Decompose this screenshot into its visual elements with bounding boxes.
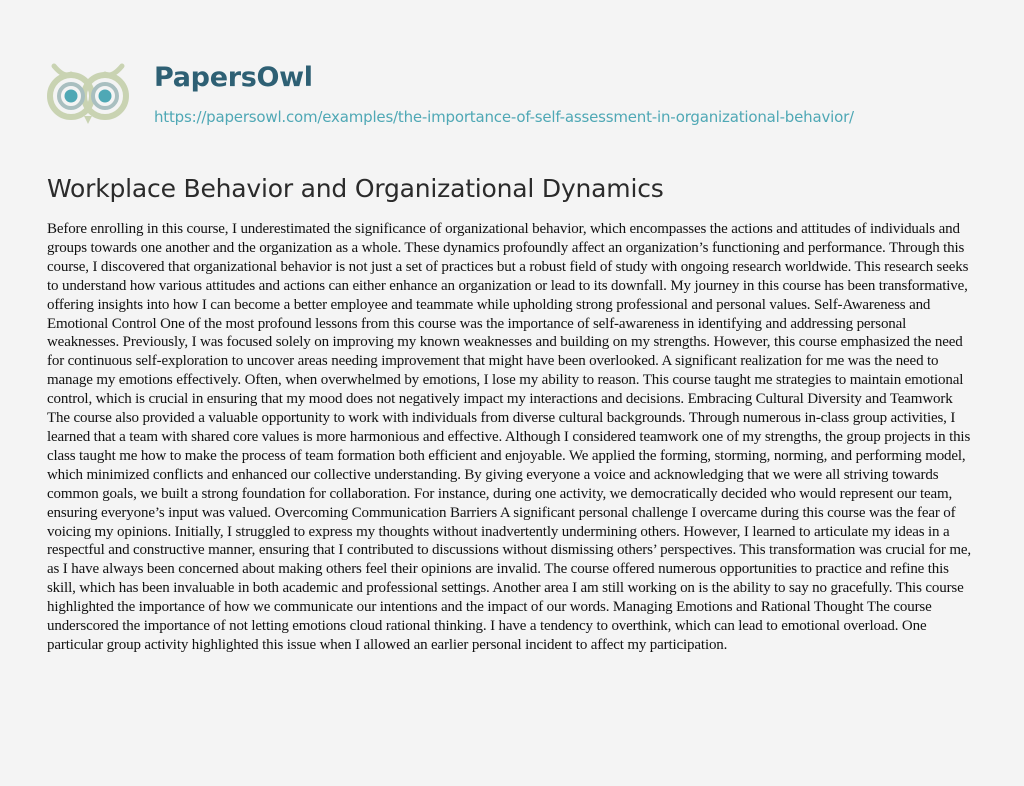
source-url-link[interactable]: https://papersowl.com/examples/the-importance-of-self-assessment-in-organizational-behavior/ bbox=[154, 108, 854, 126]
brand-name[interactable]: PapersOwl bbox=[154, 62, 313, 93]
essay-title: Workplace Behavior and Organizational Dynamics bbox=[47, 174, 664, 203]
essay-body: Before enrolling in this course, I underestimated the significance of organizational behavior, which encompasses the actions and attitudes of individuals and groups towards one another and the organization as a whole. These dynamics profoundly affect an organization’s functioning and performance. Through this course, I discovered that organizational behavior is not just a set of practices but a robust field of study with ongoing research worldwide. This research seeks to understand how various attitudes and actions can either enhance an organization or lead to its downfall. My journey in this course has been transformative, offering insights into how I can become a better employee and teammate while upholding strong professional and personal values. Self-Awareness and Emotional Control One of the most profound lessons from this course was the importance of self-awareness in identifying and addressing personal weaknesses. Previously, I was focused solely on improving my known weaknesses and building on my strengths. However, this course emphasized the need for continuous self-exploration to uncover areas needing improvement that might have been overlooked. A significant realization for me was the need to manage my emotions effectively. Often, when overwhelmed by emotions, I lose my ability to reason. This course taught me strategies to maintain emotional control, which is crucial in ensuring that my mood does not negatively impact my interactions and decisions. Embracing Cultural Diversity and Teamwork The course also provided a valuable opportunity to work with individuals from diverse cultural backgrounds. Through numerous in-class group activities, I learned that a team with shared core values is more harmonious and effective. Although I considered teamwork one of my strengths, the group projects in this class taught me how to make the process of team formation both efficient and enjoyable. We applied the forming, storming, norming, and performing model, which minimized conflicts and enhanced our collective understanding. By giving everyone a voice and acknowledging that we were all striving towards common goals, we built a strong foundation for collaboration. For instance, during one activity, we democratically decided who would represent our team, ensuring everyone’s input was valued. Overcoming Communication Barriers A significant personal challenge I overcame during this course was the fear of voicing my opinions. Initially, I struggled to express my thoughts without inadvertently undermining others. However, I learned to articulate my ideas in a respectful and constructive manner, ensuring that I contributed to discussions without dismissing others’ perspectives. This transformation was crucial for me, as I have always been concerned about making others feel their opinions are invalid. The course offered numerous opportunities to practice and refine this skill, which has been invaluable in both academic and professional settings. Another area I am still working on is the ability to say no gracefully. This course highlighted the importance of how we communicate our intentions and the impact of our words. Managing Emotions and Rational Thought The course underscored the importance of not letting emotions cloud rational thinking. I have a tendency to overthink, which can lead to emotional overload. One particular group activity highlighted this issue when I allowed an earlier personal incident to affect my participation. bbox=[47, 221, 971, 653]
owl-logo-icon bbox=[44, 58, 132, 130]
